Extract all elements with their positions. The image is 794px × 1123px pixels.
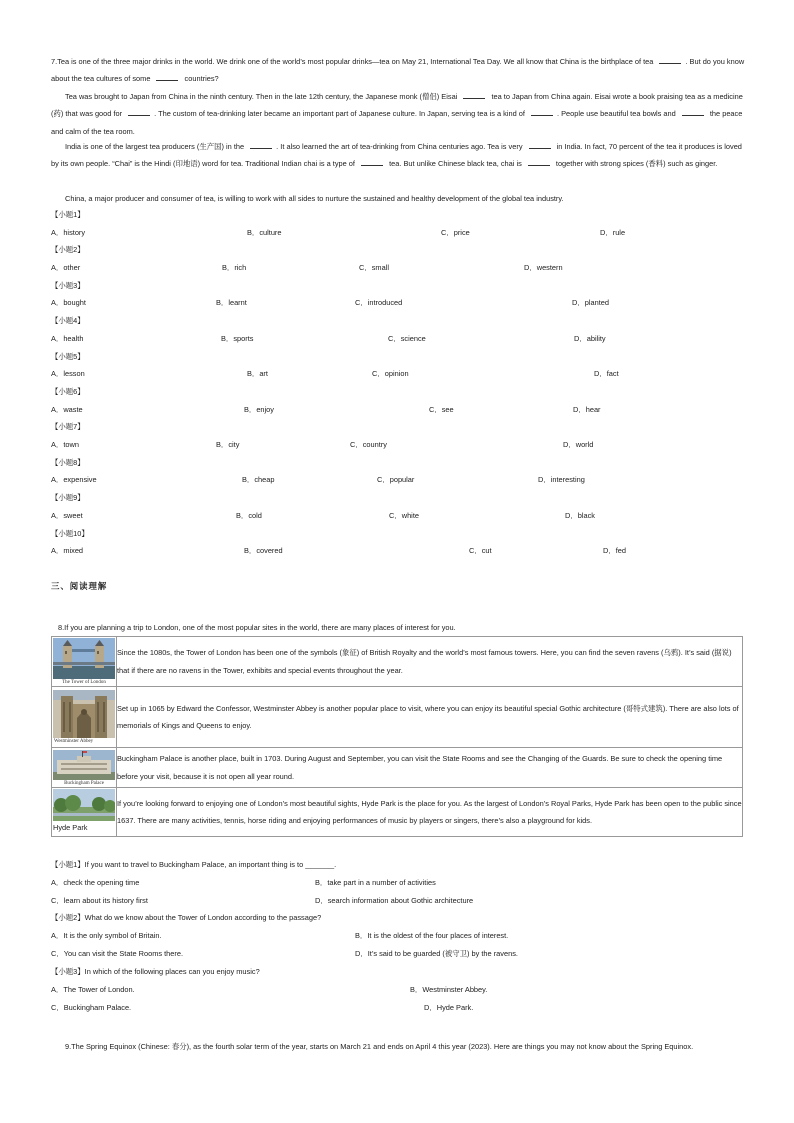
sub-question-label: 【小题9】 <box>51 493 85 503</box>
option[interactable]: C．science <box>388 333 426 343</box>
option[interactable]: C．opinion <box>372 369 409 379</box>
place-description: If you’re looking forward to enjoying one of London’s most beautiful sights, Hyde Park is the place for you. As the largest of London’s Royal Parks, Hyde Park has been open to the public since 1637. There are many activities, tennis, horse riding and enjoying performances of music by players or singers, there’s also a playground for kids. <box>117 788 743 837</box>
option[interactable]: C．price <box>441 227 470 237</box>
option[interactable]: D．rule <box>600 227 626 237</box>
option[interactable]: B．art <box>247 369 268 379</box>
option[interactable]: B．It is the oldest of the four places of interest. <box>355 931 509 940</box>
option[interactable]: A．The Tower of London. <box>51 985 135 994</box>
sub-question-label: 【小题10】 <box>51 528 89 538</box>
table-row <box>52 637 743 687</box>
option[interactable]: A．health <box>51 333 84 343</box>
option[interactable]: A．sweet <box>51 510 83 520</box>
hyde-park-photo <box>53 789 115 821</box>
option[interactable]: C．country <box>350 440 387 449</box>
place-image-cell <box>52 637 117 687</box>
option[interactable]: B．enjoy <box>244 404 274 414</box>
q9-intro: 9.The Spring Equinox (Chinese: 春分), as the fourth solar term of the year, starts on March 21 and ends on April 4 this year (2023). Here are things you may not know about the Spring Equinox. <box>65 1042 694 1051</box>
option[interactable]: A．town <box>51 440 79 449</box>
option[interactable]: A．history <box>51 227 86 237</box>
option[interactable]: B．sports <box>221 333 254 343</box>
place-description: Since the 1080s, the Tower of London has been one of the symbols (象征) of British Royalty and the world’s most famous towers. Here, you can find the seven ravens (乌鸦). It’s said (据说) that if there are no ravens in the Tower, exhibits and special events throughout the year. <box>117 637 743 687</box>
place-description: Buckingham Palace is another place, built in 1703. During August and September, you can visit the State Rooms and see the Changing of the Guards. Be sure to check the opening time before your visit, because it is not open all year round. <box>117 748 743 788</box>
option[interactable]: D．Hyde Park. <box>424 1003 474 1012</box>
sub-question-label: 【小题3】 <box>51 280 85 290</box>
answer-blank <box>529 140 551 149</box>
option[interactable]: C．learn about its history first <box>51 896 148 905</box>
answer-blank <box>528 157 550 166</box>
option[interactable]: C．You can visit the State Rooms there. <box>51 949 184 958</box>
option[interactable]: D．fed <box>603 546 627 556</box>
option[interactable]: D．interesting <box>538 475 585 485</box>
option[interactable]: A．other <box>51 263 81 272</box>
option[interactable]: C．Buckingham Palace. <box>51 1003 132 1012</box>
option[interactable]: B．city <box>216 440 240 449</box>
q8-intro: 8.If you are planning a trip to London, one of the most popular sites in the world, there are many places of interest for you. <box>58 623 456 632</box>
option[interactable]: D．search information about Gothic architecture <box>315 896 474 905</box>
place-image-cell <box>52 687 117 748</box>
option[interactable]: C．see <box>429 404 454 414</box>
option[interactable]: B．Westminster Abbey. <box>410 985 488 994</box>
option[interactable]: B．take part in a number of activities <box>315 878 436 887</box>
answer-blank <box>531 107 553 116</box>
section-title: 三、阅读理解 <box>51 581 108 591</box>
tower-bridge-photo <box>53 638 115 679</box>
q7-paragraph-4: China, a major producer and consumer of tea, is willing to work with all sides to nurture the sustained and healthy development of the global tea industry. <box>65 194 564 203</box>
place-caption: Buckingham Palace <box>64 780 104 786</box>
place-caption: Westminster Abbey <box>54 739 94 744</box>
option[interactable]: D．ability <box>574 333 606 343</box>
answer-blank <box>156 72 178 81</box>
option[interactable]: A．mixed <box>51 546 84 556</box>
answer-blank <box>682 107 704 116</box>
place-image-cell <box>52 788 117 837</box>
table-row <box>52 687 743 748</box>
sub-question-label: 【小题1】 <box>51 210 85 219</box>
option[interactable]: A．It is the only symbol of Britain. <box>51 931 162 940</box>
sub-question-label: 【小题2】 <box>51 245 85 255</box>
answer-blank <box>128 107 150 116</box>
option[interactable]: B．cold <box>236 510 262 520</box>
option[interactable]: D．black <box>565 510 595 520</box>
q7-paragraph-2: Tea was brought to Japan from China in the ninth century. Then in the late 12th century, the Japanese monk (僧侣) Eisai tea to Japan from China again. Eisai wrote a book praising tea as a medicine (药) that was good for . The custom of tea-drinking later became an important part of Japanese culture. In Japan, serving tea is a kind of . People use beautiful tea bowls and the peace and calm of the tea room. <box>51 92 743 136</box>
answer-blank <box>463 90 485 99</box>
sub-question-label: 【小题6】 <box>51 387 85 396</box>
place-caption: Hyde Park <box>53 823 88 832</box>
q7-paragraph-3: India is one of the largest tea producers (生产国) in the . It also learned the art of tea-drinking from China centuries ago. Tea is very in India. In fact, 70 percent of the tea it produces is loved by its own people. “Chai” is the Hindi (印地语) word for tea. Traditional Indian chai is a type of tea. But unlike Chinese black tea, chai is together with strong spices (香料) such as ginger. <box>51 142 742 169</box>
q8-question-3-stem: 【小题3】In which of the following places can you enjoy music? <box>51 967 260 976</box>
option[interactable]: C．cut <box>469 546 492 556</box>
option[interactable]: C．white <box>389 510 419 520</box>
option[interactable]: B．covered <box>244 546 283 556</box>
option[interactable]: A．waste <box>51 404 83 414</box>
option[interactable]: B．cheap <box>242 475 275 485</box>
answer-blank <box>361 157 383 166</box>
table-row <box>52 788 743 837</box>
option[interactable]: D．hear <box>573 404 601 414</box>
option[interactable]: A．expensive <box>51 475 97 485</box>
sub-question-label: 【小题4】 <box>51 316 85 326</box>
option[interactable]: C．small <box>359 263 389 272</box>
places-table <box>51 636 743 837</box>
place-caption: The Tower of London <box>62 680 106 685</box>
q8-question-1-stem: 【小题1】If you want to travel to Buckingham Palace, an important thing is to _______. <box>51 860 337 869</box>
option[interactable]: C．popular <box>377 475 415 485</box>
answer-blank <box>250 140 272 149</box>
sub-question-label: 【小题7】 <box>51 422 85 432</box>
option[interactable]: D．It’s said to be guarded (被守卫) by the ravens. <box>355 949 518 958</box>
option[interactable]: C．introduced <box>355 298 403 308</box>
option[interactable]: A．lesson <box>51 369 85 379</box>
place-description: Set up in 1065 by Edward the Confessor, Westminster Abbey is another popular place to visit, where you can enjoy its beautiful special Gothic architecture (哥特式建筑). There are also lots of memorials of Kings and Queens to enjoy. <box>117 687 743 748</box>
option[interactable]: A．bought <box>51 298 86 308</box>
option[interactable]: B．culture <box>247 227 282 237</box>
q8-question-2-stem: 【小题2】What do we know about the Tower of London according to the passage? <box>51 913 322 922</box>
answer-blank <box>659 55 681 64</box>
option[interactable]: D．planted <box>572 298 609 308</box>
option[interactable]: D．fact <box>594 369 619 379</box>
option[interactable]: D．western <box>524 263 563 272</box>
option[interactable]: A．check the opening time <box>51 878 140 887</box>
sub-question-label: 【小题5】 <box>51 351 85 361</box>
sub-question-label: 【小题8】 <box>51 457 85 467</box>
option[interactable]: D．world <box>563 440 594 449</box>
place-image-cell <box>52 748 117 788</box>
option[interactable]: B．rich <box>222 263 247 272</box>
q7-paragraph-1: 7.Tea is one of the three major drinks in the world. We drink one of the world’s most popular drinks—tea on May 21, International Tea Day. We all know that China is the birthplace of tea . But do you know about the tea cultures of some countries? <box>51 57 745 84</box>
buckingham-palace-photo <box>53 750 115 780</box>
option[interactable]: B．learnt <box>216 298 247 308</box>
table-row <box>52 748 743 788</box>
westminster-abbey-photo <box>53 690 115 738</box>
